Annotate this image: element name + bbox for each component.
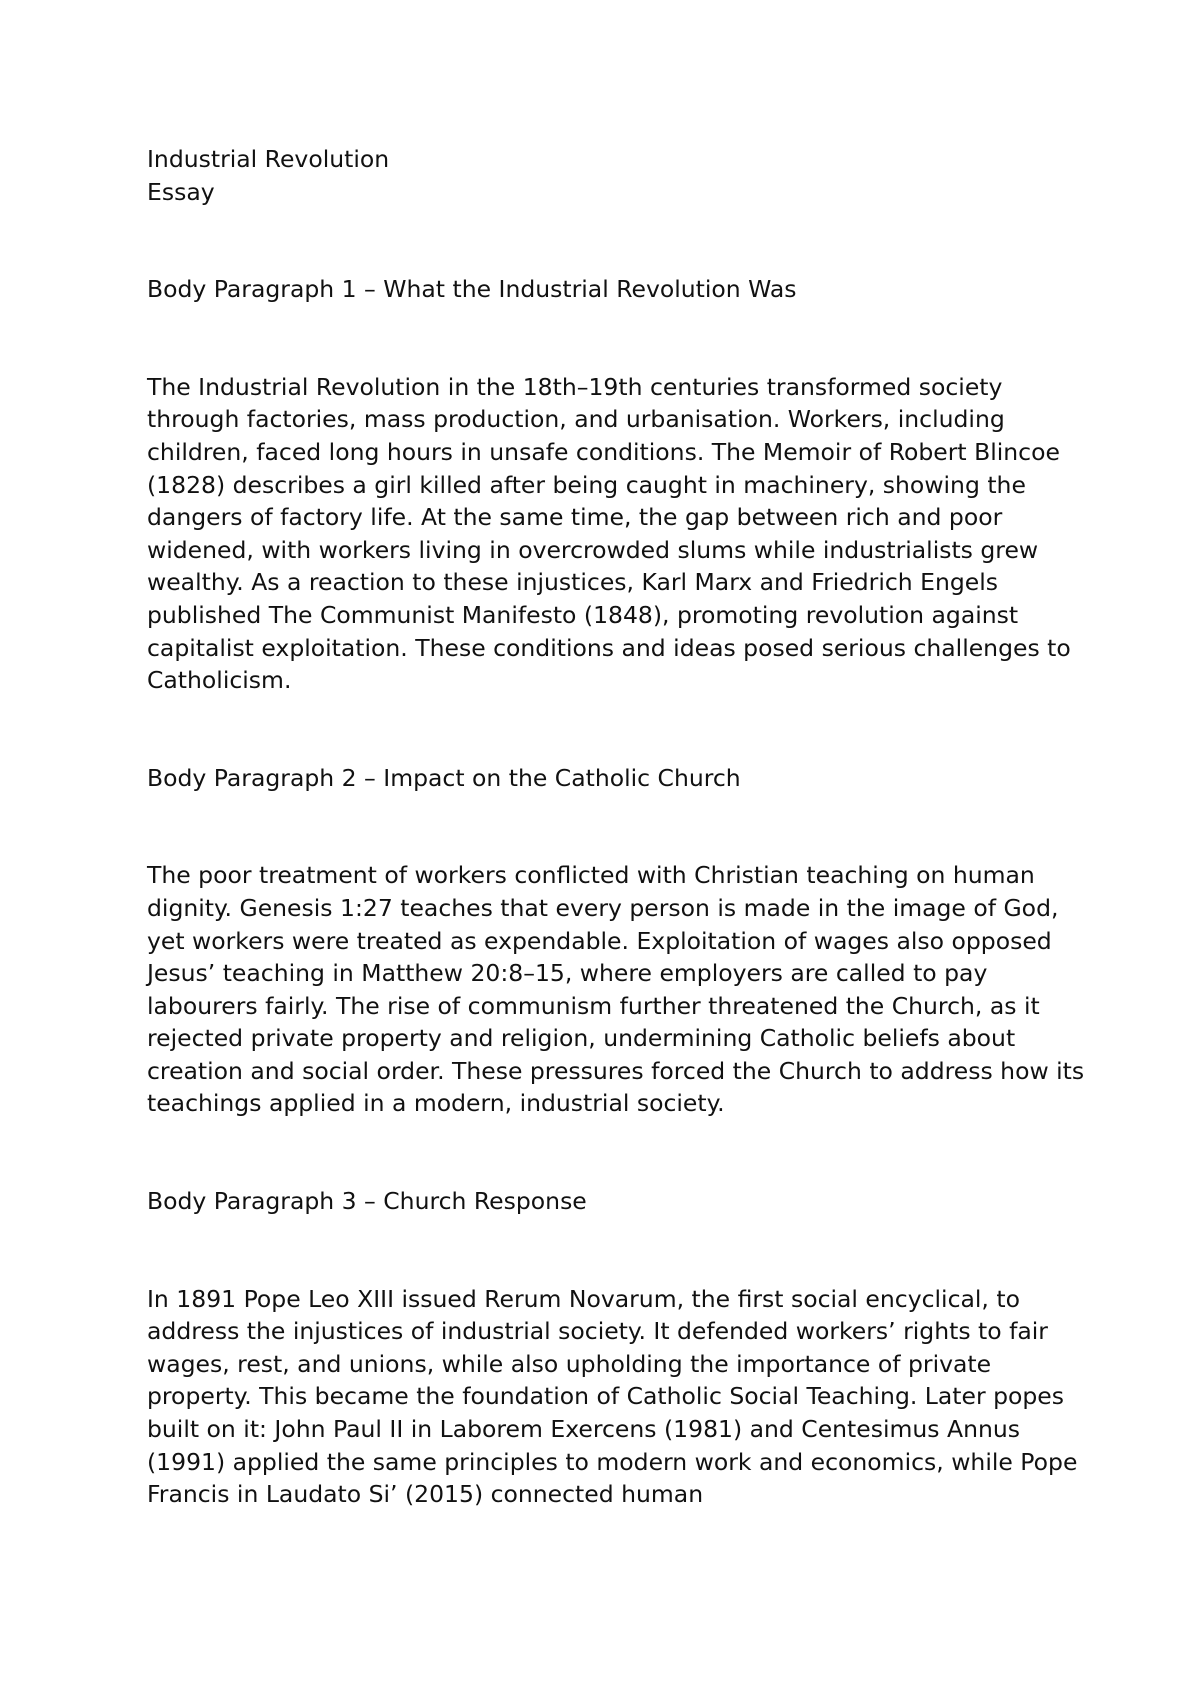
section-3-body: In 1891 Pope Leo XIII issued Rerum Novarum, the first social encyclical, to address the injustices of industrial society. It defended workers’ rights to fair wages, rest, and unions, while also upholding the importance of private property. This became the foundation of Catholic Social Teaching. Later popes built on it: John Paul II in Laborem Exercens (1981) and Centesimus Annus (1991) applied the same principles to modern work and economics, while Pope Francis in Laudato Si’ (2015) connected human — [147, 1284, 1078, 1509]
section-2-body: The poor treatment of workers conflicted with Christian teaching on human dignity. Genesis 1:27 teaches that every person is made in the image of God, yet workers were treated as expendable. Exploitation of wages also opposed Jesus’ teaching in Matthew 20:8–15, where employers are called to pay labourers fairly. The rise of communism further threatened the Church, as it rejected private property and religion, undermining Catholic beliefs about creation and social order. These pressures forced the Church to address how its teachings applied in a modern, industrial society. — [147, 861, 1085, 1118]
section-1-body: The Industrial Revolution in the 18th–19th centuries transformed society through factories, mass production, and urbanisation. Workers, including children, faced long hours in unsafe conditions. The Memoir of Robert Blincoe (1828) describes a girl killed after being caught in machinery, showing the dangers of factory life. At the same time, the gap between rich and poor widened, with workers living in overcrowded slums while industrialists grew wealthy. As a reaction to these injustices, Karl Marx and Friedrich Engels published The Communist Manifesto (1848), promoting revolution against capitalist exploitation. These conditions and ideas posed serious challenges to Catholicism. — [147, 372, 1071, 695]
document-title: Industrial Revolution — [147, 145, 390, 173]
section-1-heading: Body Paragraph 1 – What the Industrial Revolution Was — [147, 275, 797, 304]
section-3-heading: Body Paragraph 3 – Church Response — [147, 1187, 587, 1216]
document-content — [147, 143, 1087, 1576]
section-2-heading: Body Paragraph 2 – Impact on the Catholic Church — [147, 763, 741, 792]
document-subtitle: Essay — [147, 177, 215, 206]
